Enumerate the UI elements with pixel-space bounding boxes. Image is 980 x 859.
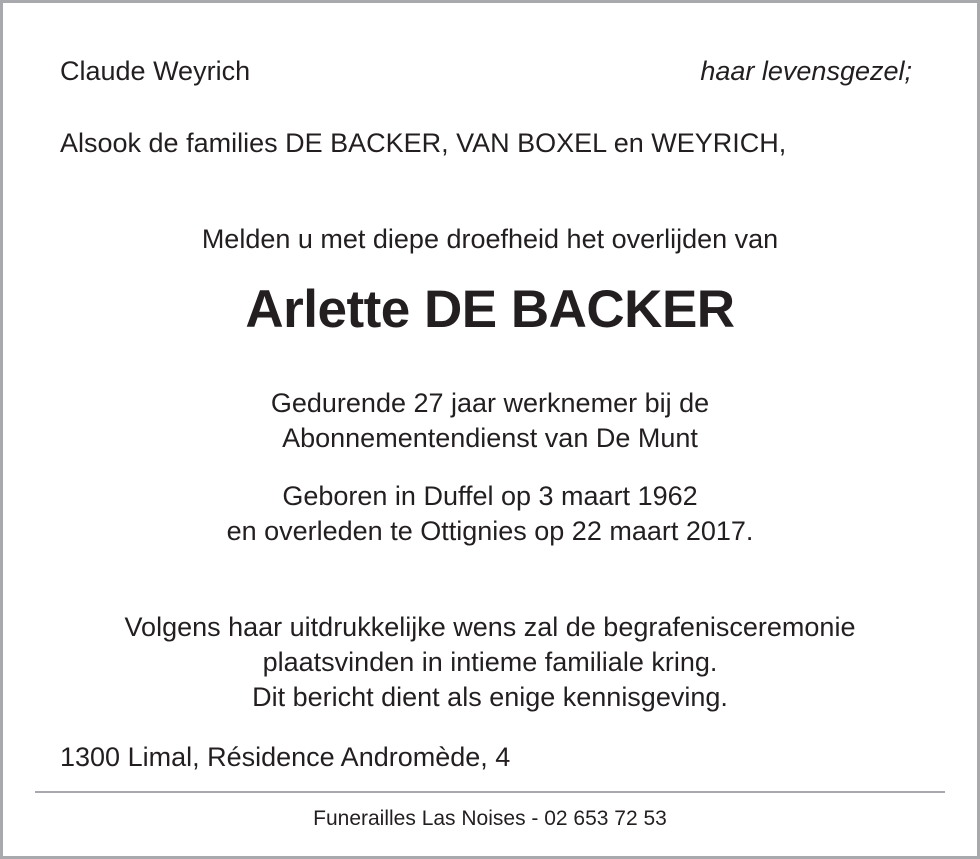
divider bbox=[35, 791, 945, 793]
dates-block bbox=[0, 479, 980, 549]
ceremony-line: Volgens haar uitdrukkelijke wens zal de begrafenisceremonie bbox=[124, 612, 856, 642]
employment-line: Gedurende 27 jaar werknemer bij de bbox=[270, 388, 710, 418]
employment-line: Abonnementendienst van De Munt bbox=[282, 423, 698, 453]
birth-line: Geboren in Duffel op 3 maart 1962 bbox=[282, 481, 698, 511]
death-line: en overleden te Ottignies op 22 maart 2017. bbox=[226, 516, 754, 546]
ceremony-line: Dit bericht dient als enige kennisgeving. bbox=[252, 682, 728, 712]
partner-role: haar levensgezel; bbox=[700, 56, 912, 86]
partner-row bbox=[60, 52, 912, 90]
families-line: Alsook de families DE BACKER, VAN BOXEL en WEYRICH, bbox=[60, 128, 787, 158]
ceremony-block bbox=[0, 610, 980, 715]
announcement-intro: Melden u met diepe droefheid het overlijden van bbox=[201, 224, 779, 254]
ceremony-line: plaatsvinden in intieme familiale kring. bbox=[262, 647, 718, 677]
funeral-home: Funerailles Las Noises - 02 653 72 53 bbox=[313, 807, 667, 830]
deceased-name: Arlette DE BACKER bbox=[245, 280, 735, 339]
address: 1300 Limal, Résidence Andromède, 4 bbox=[60, 742, 511, 772]
partner-name: Claude Weyrich bbox=[60, 56, 251, 86]
employment-block bbox=[0, 386, 980, 456]
